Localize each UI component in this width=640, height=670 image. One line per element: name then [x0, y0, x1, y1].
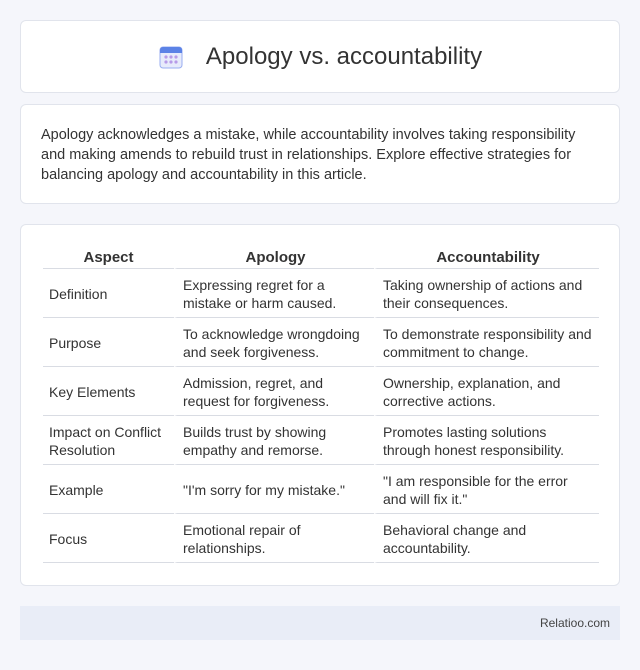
cell-aspect: Key Elements: [43, 367, 174, 416]
cell-aspect: Focus: [43, 514, 174, 563]
cell-accountability: "I am responsible for the error and will fix it.": [374, 465, 599, 514]
cell-aspect: Impact on Conflict Resolution: [43, 416, 174, 465]
table-row: [43, 416, 599, 465]
table-row: [43, 367, 599, 416]
header-accountability: Accountability: [374, 245, 599, 269]
page-title: Apology vs. accountability: [205, 42, 483, 70]
footer-brand[interactable]: Relatioo.com: [539, 616, 610, 630]
intro-text: Apology acknowledges a mistake, while accountability involves taking responsibility and making amends to rebuild trust in relationships. Explore effective strategies for balancing apology and accountability in this article.: [41, 127, 576, 183]
cell-accountability: To demonstrate responsibility and commitment to change.: [374, 318, 599, 367]
cell-accountability: Taking ownership of actions and their consequences.: [374, 269, 599, 318]
cell-aspect: Example: [43, 465, 174, 514]
cell-apology: Builds trust by showing empathy and remorse.: [174, 416, 374, 465]
comparison-table-card: [20, 224, 620, 586]
cell-apology: Expressing regret for a mistake or harm caused.: [174, 269, 374, 318]
header-card: [20, 20, 620, 93]
comparison-table: [43, 245, 599, 563]
cell-apology: Emotional repair of relationships.: [174, 514, 374, 563]
table-row: [43, 269, 599, 318]
cell-accountability: Behavioral change and accountability.: [374, 514, 599, 563]
table-row: [43, 465, 599, 514]
footer: [20, 606, 620, 640]
header-apology: Apology: [174, 245, 374, 269]
cell-accountability: Promotes lasting solutions through honest responsibility.: [374, 416, 599, 465]
intro-card: [20, 104, 620, 204]
calendar-icon: [158, 44, 184, 70]
cell-apology: Admission, regret, and request for forgiveness.: [174, 367, 374, 416]
cell-aspect: Purpose: [43, 318, 174, 367]
cell-apology: To acknowledge wrongdoing and seek forgiveness.: [174, 318, 374, 367]
cell-accountability: Ownership, explanation, and corrective actions.: [374, 367, 599, 416]
table-row: [43, 318, 599, 367]
table-row: [43, 514, 599, 563]
table-header-row: [43, 245, 599, 269]
cell-apology: "I'm sorry for my mistake.": [174, 465, 374, 514]
header-aspect: Aspect: [43, 245, 174, 269]
cell-aspect: Definition: [43, 269, 174, 318]
